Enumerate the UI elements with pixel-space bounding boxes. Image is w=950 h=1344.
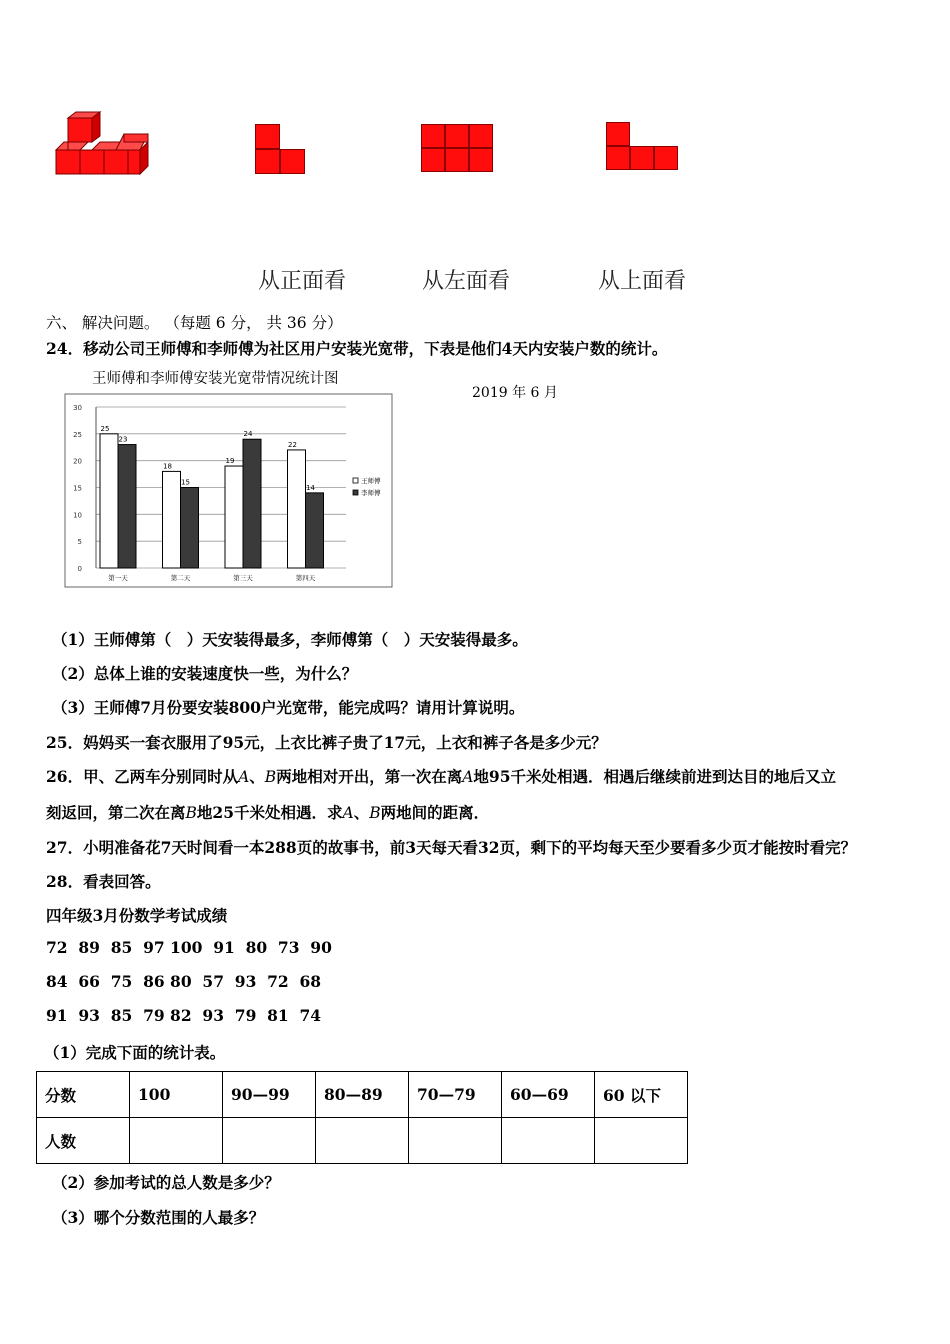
cube-structure-svg (54, 110, 150, 184)
point-b: B (185, 804, 197, 822)
square (421, 148, 445, 172)
score-data-title: 四年级3月份数学考试成绩 (46, 906, 228, 925)
q26-text: 26．甲、乙两车分别同时从 (46, 767, 239, 786)
table-cell: 80—89 (316, 1072, 409, 1118)
answer-cell[interactable] (223, 1118, 316, 1164)
left-view-figure (421, 124, 493, 172)
answer-cell[interactable] (502, 1118, 595, 1164)
data-label: 14 (306, 483, 315, 492)
data-label: 22 (288, 440, 297, 449)
y-tick-label: 15 (73, 484, 82, 493)
question-24: 24．移动公司王师傅和李师傅为社区用户安装光宽带，下表是他们4天内安装户数的统计。 (46, 339, 668, 358)
data-label: 23 (118, 435, 128, 444)
separator: 、 (249, 767, 265, 786)
bar-wang (288, 450, 306, 568)
legend-swatch (353, 490, 358, 495)
table-row (37, 1118, 688, 1164)
q26-text: 地25千米处相遇．求 (196, 803, 343, 822)
data-label: 15 (181, 478, 190, 487)
square (606, 122, 630, 146)
data-label: 19 (225, 457, 235, 466)
answer-cell[interactable] (409, 1118, 502, 1164)
square (280, 149, 305, 174)
point-a: A (342, 804, 354, 822)
square (421, 124, 445, 148)
question-28-part-1: （1）完成下面的统计表。 (44, 1043, 226, 1062)
left-view-label: 从左面看 (422, 269, 511, 294)
question-28: 28．看表回答。 (46, 872, 161, 891)
data-label: 25 (100, 424, 110, 433)
bar-li (306, 493, 324, 568)
section-heading: 六、 解决问题。 （每题 6 分， 共 36 分） (46, 314, 343, 332)
bar-li (118, 445, 136, 568)
square (255, 149, 280, 174)
y-tick-label: 25 (73, 430, 82, 439)
table-cell: 100 (130, 1072, 223, 1118)
table-cell: 分数 (37, 1072, 130, 1118)
question-24-part-1: （1）王师傅第（ ）天安装得最多，李师傅第（ ）天安装得最多。 (52, 630, 528, 649)
question-26-line-2 (46, 801, 489, 823)
table-cell: 人数 (37, 1118, 130, 1164)
table-cell: 70—79 (409, 1072, 502, 1118)
square (469, 148, 493, 172)
score-row-3: 91 93 85 79 82 93 79 81 74 (46, 1006, 322, 1025)
square (445, 124, 469, 148)
table-cell: 60—69 (502, 1072, 595, 1118)
square (255, 124, 280, 149)
question-26-line-1 (46, 765, 836, 787)
q26-text: 两地相对开出，第一次在离 (276, 767, 463, 786)
q26-text: 刻返回，第二次在离 (46, 803, 186, 822)
q26-text: 地95千米处相遇．相遇后继续前进到达目的地后又立 (473, 767, 836, 786)
bar-chart (64, 393, 394, 589)
q26-text: 两地间的距离． (380, 803, 490, 822)
legend-swatch (353, 478, 358, 483)
bar-wang (100, 434, 118, 568)
front-view-figure (255, 124, 305, 174)
answer-cell[interactable] (130, 1118, 223, 1164)
table-header-row (37, 1072, 688, 1118)
point-b: B (369, 804, 381, 822)
bar-li (243, 439, 261, 568)
legend-label: 李师傅 (361, 489, 381, 497)
square (654, 146, 678, 170)
point-a: A (238, 768, 250, 786)
square (630, 146, 654, 170)
square (606, 146, 630, 170)
question-25: 25．妈妈买一套衣服用了95元，上衣比裤子贵了17元，上衣和裤子各是多少元？ (46, 733, 607, 752)
x-tick-label: 第一天 (108, 574, 128, 582)
table-cell: 60 以下 (595, 1072, 688, 1118)
square (469, 124, 493, 148)
y-tick-label: 20 (73, 457, 82, 466)
score-row-2: 84 66 75 86 80 57 93 72 68 (46, 972, 322, 991)
question-28-part-3: （3）哪个分数范围的人最多？ (52, 1208, 265, 1227)
bar-wang (225, 466, 243, 568)
question-28-part-2: （2）参加考试的总人数是多少？ (52, 1173, 280, 1192)
answer-cell[interactable] (316, 1118, 409, 1164)
separator: 、 (353, 803, 370, 822)
bar-wang (163, 471, 181, 568)
chart-title: 王师傅和李师傅安装光宽带情况统计图 (92, 371, 339, 387)
cube-structure-figure (54, 110, 150, 184)
question-24-part-3: （3）王师傅7月份要安装800户光宽带，能完成吗？请用计算说明。 (52, 698, 525, 717)
question-27: 27．小明准备花7天时间看一本288页的故事书，前3天每天看32页，剩下的平均每天至少要看多少页才能按时看完？ (46, 838, 857, 857)
chart-date: 2019 年 6 月 (472, 385, 558, 401)
data-label: 24 (243, 430, 253, 439)
x-tick-label: 第二天 (170, 574, 191, 582)
score-stats-table (36, 1071, 688, 1164)
point-b: B (264, 768, 277, 786)
bar-li (181, 488, 199, 569)
score-row-1: 72 89 85 97 100 91 80 73 90 (46, 938, 332, 957)
x-tick-label: 第三天 (233, 574, 253, 582)
table-cell: 90—99 (223, 1072, 316, 1118)
answer-cell[interactable] (595, 1118, 688, 1164)
point-a: A (462, 768, 474, 786)
top-view-label: 从上面看 (598, 269, 687, 294)
y-tick-label: 30 (73, 404, 82, 412)
x-tick-label: 第四天 (295, 574, 316, 582)
question-24-part-2: （2）总体上谁的安装速度快一些，为什么？ (52, 664, 358, 683)
front-view-label: 从正面看 (258, 269, 347, 294)
square (445, 148, 469, 172)
y-tick-label: 5 (77, 538, 82, 547)
top-view-figure (606, 122, 678, 170)
y-tick-label: 0 (77, 565, 82, 573)
legend-label: 王师傅 (361, 477, 381, 485)
data-label: 18 (163, 462, 172, 471)
y-tick-label: 10 (73, 511, 82, 520)
